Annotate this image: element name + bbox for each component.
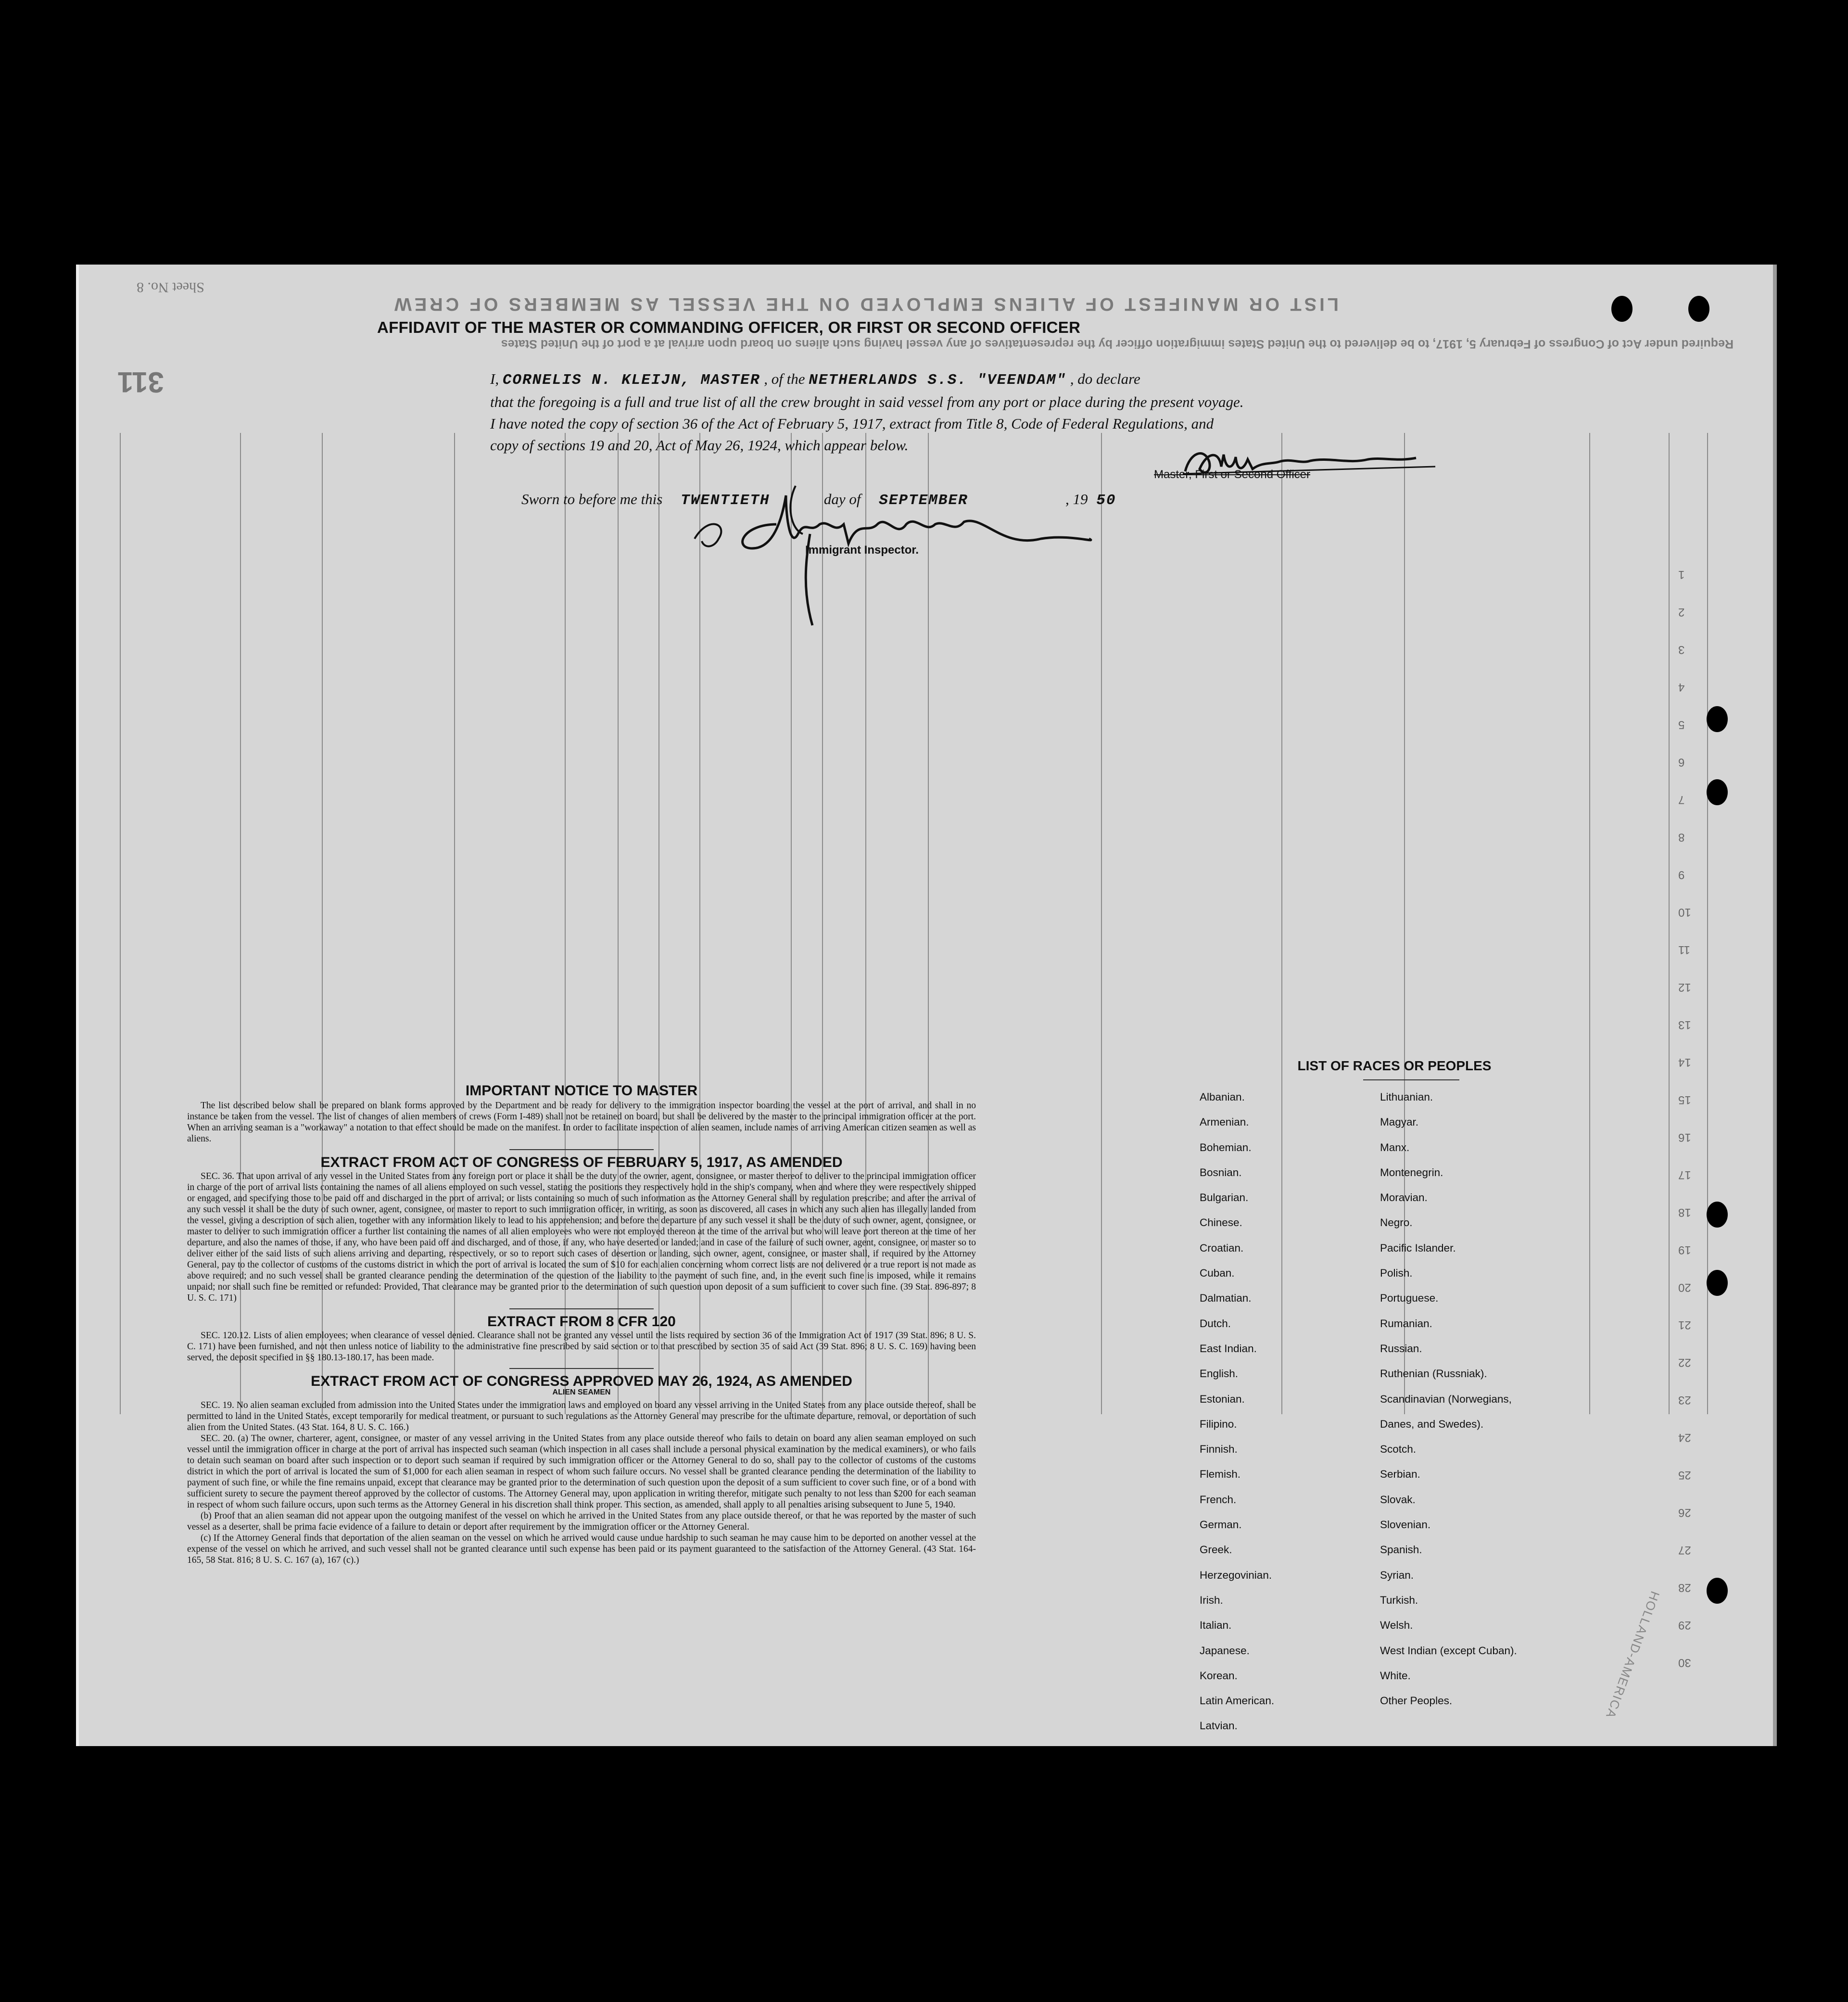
race-item: Magyar. — [1380, 1116, 1419, 1128]
officer-label: Master, First or Second Officer — [1154, 468, 1310, 481]
extract-1917-text: SEC. 36. That upon arrival of any vessel in the United States from any foreign port or place it shall be the duty of the owner, agent, consignee, or master thereof to deliver to the principal immigration officer in charge of the port of arrival lists containing the names of all aliens employed on such vessel, stating the positions they respectively hold in the ship's company, when and where they were respectively shipped or engaged, and specifying those to be paid off and discharged in the port of arrival; or lists containing so much of such information as the Attorney General shall by regulation prescribe; and after the arrival of any such vessel it shall be the duty of such owner, agent, consignee, or master to report to such immigration officer, in writing, as soon as discovered, all cases in which any such alien has illegally landed from the vessel, giving a description of such alien, together with any information likely to lead to his apprehension; and before the departure of any such vessel it shall be the duty of such owner, agent, consignee, or master to deliver to such immigration officer a further list containing the names of all alien employees who were not employed thereon at the time of the arrival but who will leave port thereon at the time of her departure, and also the names of those, if any, who have been paid off and discharged, and of those, if any, who have deserted or landed; and in case of the failure of such owner, agent, consignee, or master so to deliver either of the said lists of such aliens arriving and departing, respectively, or so to report such cases of desertion or landing, such owner, agent, consignee, or master shall, if required by the Attorney General, pay to the collector of customs of the customs district in which the port of arrival is located the sum of $10 for each alien concerning whom correct lists are not delivered or a true report is not made as above required; and no such vessel shall be granted clearance pending the determination of the question of the liability to the payment of such fine, and, in the event such fine is imposed, while it remains unpaid; nor shall such fine be remitted or refunded: Provided, That clearance may be granted prior to the determination of such question upon deposit of a sum sufficient to cover such fine. (39 Stat. 896-897; 8 U. S. C. 171) — [187, 1171, 976, 1303]
row-number: 14 — [1678, 1056, 1691, 1069]
race-item: Dutch. — [1200, 1317, 1231, 1330]
sworn-year: 50 — [1096, 492, 1116, 509]
race-item: Syrian. — [1380, 1569, 1414, 1581]
race-item: Irish. — [1200, 1594, 1223, 1606]
race-item: German. — [1200, 1519, 1242, 1531]
race-item: Korean. — [1200, 1669, 1238, 1682]
race-item: East Indian. — [1200, 1342, 1257, 1355]
row-number: 8 — [1678, 831, 1685, 844]
declarant-name: CORNELIS N. KLEIJN, MASTER — [502, 372, 760, 389]
race-item: Welsh. — [1380, 1619, 1413, 1632]
row-number: 3 — [1678, 643, 1685, 656]
sec-20b-text: (b) Proof that an alien seaman did not appear upon the outgoing manifest of the vessel on which he arrived in the United States from any place outside thereof, or that he was reported by the master of such vessel as a deserter, shall be prima facie evidence of a failure to detain or deport after requirement by the immigration officer or the Attorney General. — [187, 1511, 976, 1532]
notice-title: IMPORTANT NOTICE TO MASTER — [465, 1083, 698, 1099]
punch-hole — [1688, 296, 1709, 322]
punch-hole — [1707, 1578, 1728, 1604]
sheet-number: Sheet No. 8 — [137, 279, 204, 295]
race-item: Bosnian. — [1200, 1166, 1242, 1178]
affidavit-line-4: copy of sections 19 and 20, Act of May 26, 1924, which appear below. — [490, 437, 909, 454]
row-number: 6 — [1678, 756, 1685, 769]
race-item: Chinese. — [1200, 1216, 1242, 1229]
race-item: Other Peoples. — [1380, 1695, 1453, 1707]
race-item: Estonian. — [1200, 1393, 1245, 1405]
race-item: Bohemian. — [1200, 1141, 1252, 1153]
race-item: Ruthenian (Russniak). — [1380, 1368, 1487, 1380]
extract-1924-subtitle: ALIEN SEAMEN — [552, 1388, 611, 1396]
column-rule — [1707, 433, 1708, 1414]
race-item: Slovak. — [1380, 1493, 1416, 1506]
race-item: Scotch. — [1380, 1443, 1417, 1456]
race-item: Serbian. — [1380, 1468, 1420, 1481]
race-item: Spanish. — [1380, 1544, 1422, 1556]
affidavit-line-3: I have noted the copy of section 36 of the Act of February 5, 1917, extract from Title 8, Code of Federal Regulations, and — [490, 415, 1214, 432]
row-number: 20 — [1678, 1281, 1691, 1294]
race-item: Dalmatian. — [1200, 1292, 1252, 1305]
master-signature — [1176, 443, 1445, 486]
row-number: 9 — [1678, 868, 1685, 881]
race-item: Filipino. — [1200, 1418, 1237, 1430]
column-rule — [1669, 433, 1670, 1414]
row-number: 7 — [1678, 793, 1685, 806]
race-item: Bulgarian. — [1200, 1191, 1249, 1204]
race-item: Negro. — [1380, 1216, 1413, 1229]
race-item: Latvian. — [1200, 1720, 1238, 1732]
race-item: Manx. — [1380, 1141, 1410, 1153]
race-item: Albanian. — [1200, 1091, 1245, 1103]
races-title: LIST OF RACES OR PEOPLES — [1297, 1058, 1492, 1073]
bleed-manifest-title: LIST OR MANIFEST OF ALIENS EMPLOYED ON THE VESSEL AS MEMBERS OF CREW — [392, 294, 1339, 314]
row-number: 2 — [1678, 606, 1685, 619]
sec-20c-text: (c) If the Attorney General finds that deportation of the alien seaman on the vessel on which he arrived would cause undue hardship to such seaman he may cause him to be deported on another vessel at the expense of the vessel on which he arrived, and such vessel shall not be granted clearance until such expense has been paid or its payment guaranteed to the satisfaction of the Attorney General. (43 Stat. 164-165, 58 Stat. 816; 8 U. S. C. 167 (a), 167 (c).) — [187, 1533, 976, 1565]
row-number: 18 — [1678, 1206, 1691, 1219]
race-item: English. — [1200, 1368, 1239, 1380]
race-item: Moravian. — [1380, 1191, 1428, 1204]
stamp-number: 311 — [117, 366, 164, 398]
race-item: Slovenian. — [1380, 1519, 1431, 1531]
race-item: White. — [1380, 1669, 1411, 1682]
affidavit-line-2: that the foregoing is a full and true list of all the crew brought in said vessel from any port or place during the present voyage. — [490, 393, 1244, 410]
affidavit-line-1 — [490, 368, 1447, 391]
sworn-year-prefix: , 19 — [1065, 491, 1088, 507]
race-item: Cuban. — [1200, 1267, 1235, 1280]
row-number: 24 — [1678, 1431, 1691, 1444]
row-number: 15 — [1678, 1093, 1691, 1106]
extract-cfr-text: SEC. 120.12. Lists of alien employees; when clearance of vessel denied. Clearance shall not be granted any vessel until the lists required by section 36 of the Immigration Act of 1917 (39 Stat. 896; 8 U. S. C. 171) have been furnished, and not then unless notice of liability to the administrative fine prescribed by said section or to that prescribed by section 35 of said Act (39 Stat. 896; 8 U. S. C. 169) having been served, the deposit specified in §§ 180.13-180.17, has been made. — [187, 1330, 976, 1363]
race-item: Portuguese. — [1380, 1292, 1439, 1305]
row-number: 27 — [1678, 1544, 1691, 1557]
manifest-sheet — [76, 265, 1777, 1746]
sworn-day-of: day of — [823, 491, 861, 507]
row-number: 29 — [1678, 1619, 1691, 1632]
race-item: West Indian (except Cuban). — [1380, 1644, 1517, 1657]
race-item: Scandinavian (Norwegians, — [1380, 1393, 1512, 1405]
column-rule — [1589, 433, 1590, 1414]
inspector-label: Immigrant Inspector. — [805, 544, 919, 557]
row-number: 19 — [1678, 1243, 1691, 1256]
row-number: 17 — [1678, 1168, 1691, 1181]
sec-20a-text: SEC. 20. (a) The owner, charterer, agent, consignee, or master of any vessel arriving in the United States from any place outside thereof who fails to detain on board any alien seaman employed on such vessel until the immigration officer in charge at the port of arrival has inspected such seaman (which inspection in all cases shall include a personal physical examination by the medical examiners), or who fails to detain such seaman on board after such inspection or to deport such seaman if required by such immigration officer or the Attorney General to do so, shall pay to the collector of customs of the customs district in which the port of arrival is located the sum of $1,000 for each alien seaman in respect of whom such failure occurs. No vessel shall be granted clearance pending the determination of the liability to payment of such fine, or while the fine remains unpaid, except that clearance may be granted prior to the determination of such question upon the deposit of a sum sufficient to cover such fine, or of a bond with sufficient surety to secure the payment thereof approved by the collector of customs. The Attorney General may, upon application in writing therefor, mitigate such penalty to not less than $200 for each seaman in respect of whom such failure occurs, upon such terms as the Attorney General in his discretion shall think proper. This section, as amended, shall apply to all penalties arising subsequent to June 5, 1940. — [187, 1433, 976, 1510]
extract-1917-title: EXTRACT FROM ACT OF CONGRESS OF FEBRUARY 5, 1917, AS AMENDED — [320, 1154, 843, 1170]
race-item: Latin American. — [1200, 1695, 1275, 1707]
row-number: 25 — [1678, 1469, 1691, 1482]
vessel-name: NETHERLANDS S.S. "VEENDAM" — [809, 372, 1066, 389]
races-column-1 — [1200, 1091, 1274, 1745]
race-item: Flemish. — [1200, 1468, 1241, 1481]
sworn-prefix: Sworn to before me this — [521, 491, 663, 507]
punch-hole — [1611, 296, 1633, 322]
extract-cfr-title: EXTRACT FROM 8 CFR 120 — [487, 1314, 676, 1330]
race-item: French. — [1200, 1493, 1237, 1506]
punch-hole — [1707, 779, 1728, 805]
sworn-day: TWENTIETH — [681, 492, 770, 509]
race-item: Montenegrin. — [1380, 1166, 1443, 1178]
row-number: 21 — [1678, 1318, 1691, 1331]
company-stamp: HOLLAND-AMERICA — [1603, 1589, 1663, 1721]
race-item: Pacific Islander. — [1380, 1242, 1456, 1254]
row-number: 26 — [1678, 1506, 1691, 1519]
divider — [509, 1308, 654, 1309]
affidavit-declare: , do declare — [1070, 370, 1140, 387]
inspector-signature — [675, 467, 1108, 669]
row-number: 16 — [1678, 1131, 1691, 1144]
row-number: 30 — [1678, 1656, 1691, 1669]
race-item: Lithuanian. — [1380, 1091, 1433, 1103]
sworn-month: SEPTEMBER — [879, 492, 968, 509]
race-item: Finnish. — [1200, 1443, 1238, 1456]
row-number: 5 — [1678, 718, 1685, 731]
row-number: 1 — [1678, 568, 1685, 581]
race-item: Italian. — [1200, 1619, 1232, 1632]
affidavit-prefix: I, — [490, 370, 499, 387]
race-item: Herzegovinian. — [1200, 1569, 1272, 1581]
affidavit-connector: , of the — [764, 370, 805, 387]
row-number: 11 — [1678, 943, 1690, 956]
race-item: Greek. — [1200, 1544, 1232, 1556]
extract-1924-title: EXTRACT FROM ACT OF CONGRESS APPROVED MAY 26, 1924, AS AMENDED — [311, 1373, 852, 1389]
divider — [509, 1368, 654, 1369]
row-number: 22 — [1678, 1356, 1691, 1369]
row-number: 23 — [1678, 1394, 1691, 1406]
row-number: 10 — [1678, 906, 1691, 919]
row-number: 28 — [1678, 1581, 1691, 1594]
notice-intro: The list described below shall be prepared on blank forms approved by the Department and be ready for delivery to the immigration inspector boarding the vessel at the port of arrival, and shall in no instance be taken from the vessel. The list of changes of alien members of crews (Form I-489) shall not be retained on board, but shall be delivered by the master to the principal immigration officer at the port. When an arriving seaman is a "workaway" a notation to that effect should be made on the manifest. In order to facilitate inspection of alien seamen, include names of arriving American citizen seamen as well as aliens. — [187, 1101, 976, 1144]
race-item: Armenian. — [1200, 1116, 1249, 1128]
divider — [509, 1149, 654, 1150]
column-rule — [1281, 433, 1282, 1414]
punch-hole — [1707, 1270, 1728, 1296]
race-item: Danes, and Swedes). — [1380, 1418, 1484, 1430]
race-item: Polish. — [1380, 1267, 1413, 1280]
column-rule — [120, 433, 121, 1414]
row-number: 13 — [1678, 1018, 1691, 1031]
notice-block — [187, 1082, 976, 1566]
sec-19-text: SEC. 19. No alien seaman excluded from admission into the United States under the immigration laws and employed on board any vessel arriving in the United States from any place outside thereof, shall be permitted to land in the United States, except temporarily for medical treatment, or pursuant to such regulations as the Attorney General may prescribe for the ultimate departure, removal, or deportation of such alien from the United States. (43 Stat. 164, 8 U. S. C. 166.) — [187, 1400, 976, 1432]
punch-hole — [1707, 706, 1728, 732]
race-item: Croatian. — [1200, 1242, 1244, 1254]
bleed-required-line: Required under Act of Congress of February 5, 1917, to be delivered to the United States immigration officer by the representatives of any vessel having such aliens on board upon arrival at a port of the United States — [501, 337, 1734, 351]
affidavit-title: AFFIDAVIT OF THE MASTER OR COMMANDING OFFICER, OR FIRST OR SECOND OFFICER — [377, 318, 1081, 336]
race-item: Russian. — [1380, 1342, 1422, 1355]
races-column-2 — [1380, 1091, 1517, 1720]
race-item: Japanese. — [1200, 1644, 1250, 1657]
row-number: 12 — [1678, 981, 1691, 994]
race-item: Rumanian. — [1380, 1317, 1432, 1330]
race-item: Turkish. — [1380, 1594, 1418, 1606]
row-number: 4 — [1678, 681, 1685, 694]
races-underline — [1363, 1079, 1459, 1080]
punch-hole — [1707, 1202, 1728, 1228]
